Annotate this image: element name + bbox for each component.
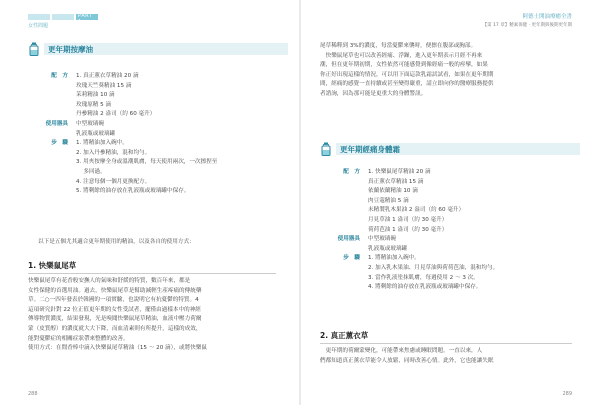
body-line: 傳導物質濃度，結果發現，光是嗅聞快樂鼠尾草精油，血液中壓力荷爾 <box>28 316 202 323</box>
steps-label: 步 驟 <box>343 255 360 262</box>
steps-row <box>320 254 498 292</box>
page-number-left: 288 <box>28 391 38 397</box>
step-item: 多回過。 <box>76 168 106 175</box>
body-line: 潮，但在更年期初期，女性依然可能感覺到像經痛一般的痙攣，如果 <box>320 62 488 69</box>
formula-item: 未精製乳木果油 2 盎司（約 60 毫升） <box>368 207 465 214</box>
step-item: 1. 將精油加入碗中。 <box>76 140 128 147</box>
book-gutter <box>299 0 301 405</box>
formula-item: 依蘭依蘭精油 10 滴 <box>368 188 418 195</box>
formula-item: 1. 快樂鼠尾草精油 20 滴 <box>368 169 431 175</box>
formula-label: 配 方 <box>343 169 360 175</box>
body-line: 快樂鼠尾草有花香般安撫人的氣味和舒緩的特質，數百年來，都是 <box>28 278 191 284</box>
tool-item: 中型玻璃碗 <box>368 236 396 243</box>
body-line: 蒙（皮質醇）的濃度就大大下降，而血清素則有所提升，這樣的成效， <box>28 325 202 332</box>
body-line: 這項研究針對 22 位正值更年期的女性受試者，擺僅由過樣本中的神經 <box>28 306 201 313</box>
body-line: 快樂鼠尾草也可以改善經痛、浮躁，進入更年期表示月經不再來 <box>320 52 483 59</box>
tool-item: 乳液瓶或玻璃罐 <box>76 130 116 137</box>
formula-item: 真正薰衣草精油 15 滴 <box>368 178 424 185</box>
formula-row <box>320 168 498 235</box>
formula-item: 茉莉精油 10 滴 <box>76 92 115 99</box>
body-line: 尾草稀釋到 3%的濃度，每當憂鬱來襲時，便擦在腹部或胸部。 <box>320 43 477 49</box>
body-line: 女性保健的首選用油。過去，快樂鼠尾草是幫助減輕生產疼痛的傳統藥 <box>28 287 202 294</box>
body-line: 間，經痛的感覺一直持續或甚至變得嚴重，請立即向你的醫療服務提供 <box>320 81 494 88</box>
body-line: 更年期的荷爾蒙變化，可能帶來焦慮或睡眠問題。一直以來，人 <box>320 348 483 354</box>
left-running-header <box>28 14 98 29</box>
bottle-icon <box>320 142 332 156</box>
formula-label: 配 方 <box>51 73 68 79</box>
lavender-body <box>320 347 572 366</box>
left-recipe <box>28 72 217 197</box>
page-number-right: 289 <box>562 391 572 397</box>
formula-item: 玫瑰原精 5 滴 <box>76 101 112 108</box>
part-label: PART 1 <box>78 13 93 25</box>
intro-paragraph: 以下是五個尤其適合更年期使用的精油，以及各自的使用方式： <box>38 239 195 245</box>
section-title-massage-oil <box>28 42 288 56</box>
body-line: 能對憂鬱症的相關症狀帶來整體的改善。 <box>28 335 129 342</box>
right-recipe <box>320 168 498 293</box>
step-item: 2. 加入乳木果油、月見草油與荷荷芭油，混和均勻。 <box>368 264 499 271</box>
step-item: 1. 將精油加入碗中。 <box>368 255 420 262</box>
left-page <box>0 0 298 405</box>
steps-row <box>28 139 217 197</box>
formula-item: 月見草油 1 盎司（約 30 毫升） <box>368 216 448 223</box>
body-line: 你正好出現這樣的情況，可以用下面這款乳霜試試看，如果在更年期期 <box>320 71 494 78</box>
step-item: 5. 將剩餘的油存放在乳液瓶或玻璃罐中保存。 <box>76 188 190 195</box>
right-running-header <box>483 12 572 28</box>
tools-label: 使用器具 <box>45 120 68 127</box>
bottle-icon <box>28 42 40 56</box>
book-title: 阿德士開油療癒全書 <box>522 14 572 20</box>
step-item: 3. 用夾按摩全身或溫潮肌膚，每天使用兩次，一次擦捏至 <box>76 159 218 166</box>
formula-item: 丹參精油 2 盎司（約 60 毫升） <box>76 111 156 118</box>
tools-row <box>28 120 217 139</box>
step-item: 4. 將剩餘的油存放在乳液瓶或玻璃罐中保存。 <box>368 284 482 291</box>
subheading-lavender: 2. 真正薰衣草 <box>320 331 369 340</box>
body-line: 使用方式：在閒香棒中滴入快樂鼠尾草精油（15 ～ 20 滴），或將快樂鼠 <box>28 345 207 352</box>
step-item: 3. 當作乳液塗抹肌膚，每週使用 2 ～ 3 次。 <box>368 274 479 281</box>
step-item: 4. 注意每個一個月更換配方。 <box>76 178 151 185</box>
body-line: 們都知道真正薰衣草能令人放鬆，同時改善心情。此外，它也能讓失眠 <box>320 357 494 364</box>
step-item: 2. 加入丹參精油，混和均勻。 <box>76 149 151 156</box>
subheading-rule <box>28 273 276 274</box>
body-line: 者諮詢，因為那可能是更重大的身體警訊。 <box>320 90 427 97</box>
section-title-text: 更年期按摩油 <box>48 44 93 54</box>
formula-item: 肉豆蔻精油 5 滴 <box>368 197 409 204</box>
tool-item: 乳液瓶或玻璃罐 <box>368 245 408 252</box>
section-title-text: 更年期經痛身體霜 <box>340 144 400 154</box>
chapter-title: 【第 17 章】精素保健 · 更年期與後期更年期 <box>482 23 572 28</box>
formula-item: 1. 真正薰衣草精油 20 滴 <box>76 73 139 79</box>
steps-label: 步 驟 <box>51 140 68 147</box>
subheading-rule <box>320 343 572 344</box>
clary-sage-body <box>28 277 278 354</box>
tool-item: 中型玻璃碗 <box>76 120 104 127</box>
tools-row <box>320 235 498 254</box>
formula-row <box>28 72 217 120</box>
formula-item: 荷荷芭油 1 盎司（約 30 毫升） <box>368 226 448 233</box>
formula-item: 玫瑰天竺葵精油 15 滴 <box>76 82 132 89</box>
body-line: 草。二○一四年發表於韓國的一項實驗，也說明它有抗憂鬱的特質。4 <box>28 297 199 304</box>
part-subtitle: 女性問題 <box>28 23 49 29</box>
right-top-paragraph <box>320 42 572 100</box>
subheading-clary-sage: 1. 快樂鼠尾草 <box>28 261 77 270</box>
section-title-body-cream <box>320 142 580 156</box>
right-page <box>302 0 600 405</box>
tools-label: 使用器具 <box>337 236 360 243</box>
